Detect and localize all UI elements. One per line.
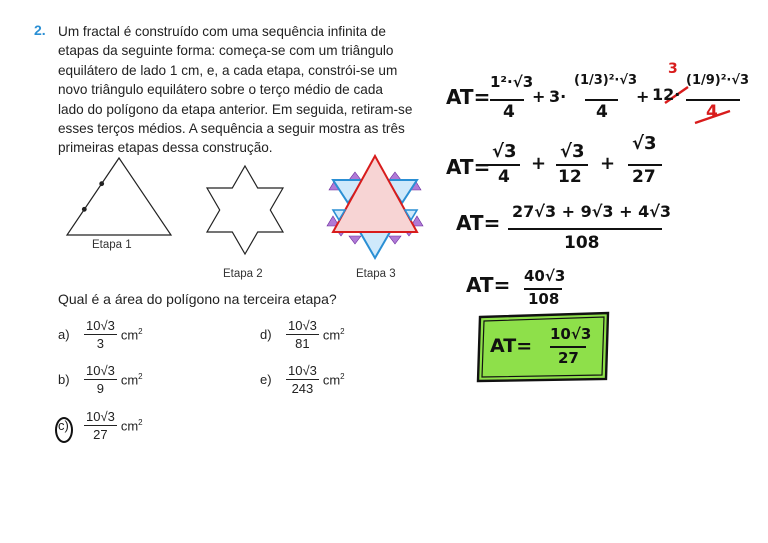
- fraction-denominator: 27: [558, 349, 579, 367]
- option-letter: e): [260, 372, 272, 387]
- question-line: Um fractal é construído com uma sequência infinita de: [58, 24, 386, 39]
- fraction-numerator: 40√3: [524, 267, 566, 285]
- fraction-denominator: 9: [96, 381, 105, 396]
- fraction-denominator: 27: [93, 427, 108, 442]
- fraction-numerator: 10√3: [288, 318, 317, 333]
- option-b[interactable]: [58, 363, 143, 396]
- coefficient: 12·: [652, 85, 681, 104]
- figure-label: Etapa 3: [356, 268, 396, 280]
- question-line: equilátero de lado 1 cm, e, a cada etapa, constrói-se um: [58, 62, 398, 78]
- fraction-numerator: 10√3: [550, 325, 592, 343]
- unit-text: cm: [322, 327, 341, 343]
- work-lhs: AT=: [446, 85, 491, 109]
- question-line: etapas da seguinte forma: começa-se com um triângulo: [58, 43, 394, 59]
- option-unit: [323, 327, 345, 342]
- option-fraction: [84, 409, 117, 442]
- option-letter: b): [58, 372, 70, 387]
- option-letter: a): [58, 327, 70, 342]
- figure-etapa-3: [325, 150, 425, 265]
- option-letter: d): [260, 327, 272, 342]
- option-unit: [121, 418, 143, 433]
- plus-sign: +: [532, 87, 546, 106]
- fraction-denominator: 4: [596, 102, 608, 122]
- figure-label: Etapa 2: [223, 268, 263, 280]
- unit-exponent: 2: [340, 371, 345, 381]
- plus-sign: +: [531, 153, 547, 174]
- option-unit: [121, 327, 143, 342]
- work-lhs: AT=: [446, 155, 491, 179]
- fraction-denominator: 4: [503, 102, 515, 122]
- plus-sign: +: [600, 153, 616, 174]
- question-line: novo triângulo equilátero sobre o terço médio de cada: [58, 82, 383, 98]
- fraction-denominator: 3: [96, 336, 105, 351]
- fraction-denominator: 243: [291, 381, 314, 396]
- handwritten-work: [440, 55, 760, 395]
- fraction-numerator: 10√3: [86, 409, 115, 424]
- option-e[interactable]: [260, 363, 345, 396]
- option-fraction: [286, 318, 319, 351]
- work-lhs: AT=: [456, 211, 501, 235]
- option-fraction: [84, 363, 117, 396]
- option-fraction: [286, 363, 319, 396]
- fraction-numerator: (1/3)²·√3: [574, 73, 638, 88]
- question-line: lado do polígono da etapa anterior. Em seguida, retiram-se: [58, 101, 413, 117]
- fraction-denominator: 4: [706, 102, 718, 122]
- fraction-numerator: √3: [632, 133, 657, 154]
- option-unit: [121, 372, 143, 387]
- division-dot: [82, 207, 87, 212]
- option-a[interactable]: [58, 318, 143, 351]
- work-lhs: AT=: [490, 335, 533, 357]
- fraction-numerator: 10√3: [86, 363, 115, 378]
- coefficient: 3·: [549, 87, 567, 106]
- work-line3-fraction: [440, 219, 760, 239]
- fraction-denominator: 81: [295, 336, 310, 351]
- work-lhs: AT=: [466, 273, 511, 297]
- answer-circle-mark: [55, 417, 73, 443]
- option-letter: c): [58, 418, 69, 433]
- unit-text: cm: [120, 372, 139, 388]
- unit-exponent: 2: [138, 326, 143, 336]
- fraction-denominator: 108: [528, 290, 560, 308]
- fraction-numerator: 27√3 + 9√3 + 4√3: [512, 202, 672, 221]
- fraction-numerator: (1/9)²·√3: [686, 73, 750, 88]
- option-unit: [323, 372, 345, 387]
- unit-exponent: 2: [138, 417, 143, 427]
- question-line: esses terços médios. A sequência a seguir mostra as três: [58, 121, 405, 137]
- plus-sign: +: [636, 87, 650, 106]
- fraction-denominator: 12: [558, 167, 582, 187]
- unit-text: cm: [120, 418, 139, 434]
- fraction-numerator: 1²·√3: [490, 73, 534, 91]
- option-fraction: [84, 318, 117, 351]
- fraction-numerator: 10√3: [288, 363, 317, 378]
- unit-exponent: 2: [340, 326, 345, 336]
- question-prompt: Qual é a área do polígono na terceira etapa?: [58, 291, 337, 307]
- question-number: 2.: [34, 22, 46, 38]
- unit-exponent: 2: [138, 371, 143, 381]
- unit-text: cm: [120, 327, 139, 343]
- fraction-numerator: 10√3: [86, 318, 115, 333]
- figure-etapa-1: [64, 155, 174, 240]
- fraction-denominator: 27: [632, 167, 656, 187]
- figure-etapa-2: [193, 153, 297, 267]
- division-dot: [99, 181, 104, 186]
- option-d[interactable]: [260, 318, 345, 351]
- unit-text: cm: [322, 372, 341, 388]
- question-text: [58, 22, 434, 158]
- question-line: primeiras etapas dessa construção.: [58, 140, 273, 156]
- fraction-numerator: √3: [560, 141, 585, 162]
- work-line4-fraction: [440, 281, 760, 301]
- fraction-denominator: 4: [498, 167, 510, 187]
- correction-number: 3: [668, 61, 678, 77]
- figure-label: Etapa 1: [92, 239, 132, 251]
- fraction-denominator: 108: [564, 233, 600, 253]
- fraction-numerator: √3: [492, 141, 517, 162]
